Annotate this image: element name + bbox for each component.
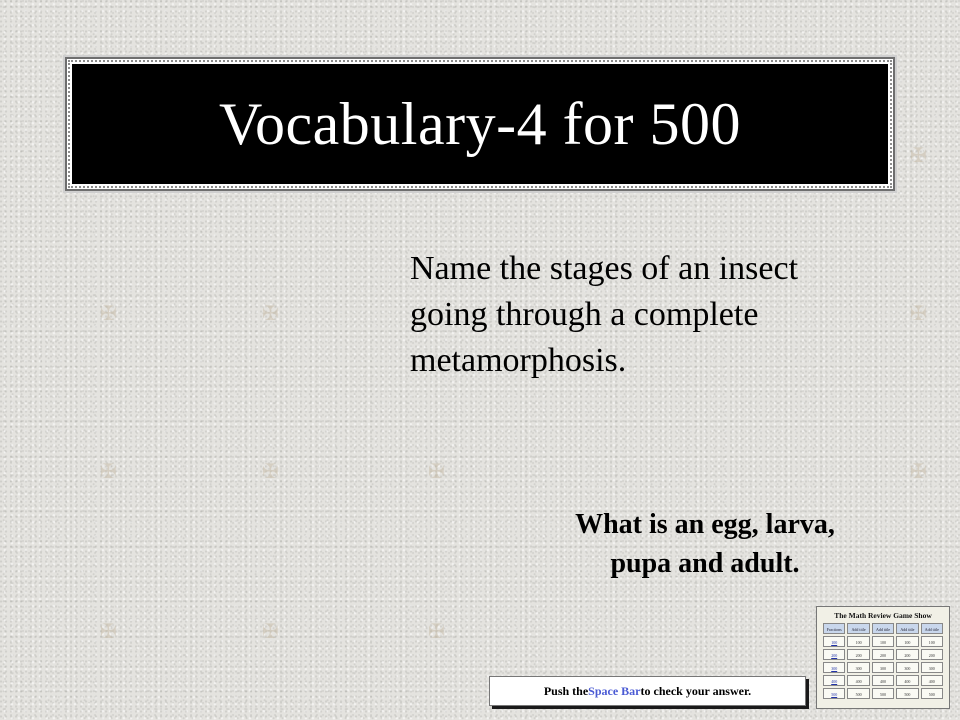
slide-title-banner [67,59,893,189]
game-board-cell: 400 [847,675,869,686]
background-stamp-icon: ✠ [428,621,445,643]
game-board-cell[interactable]: 100 [823,636,845,647]
game-board-cell: 400 [896,675,918,686]
hint-key: Space Bar [588,683,641,698]
game-board-cell: 100 [921,636,943,647]
background-stamp-icon: ✠ [100,303,117,325]
game-board-header: Fractions [823,623,845,634]
background-stamp-icon: ✠ [910,303,927,325]
background-stamp-icon: ✠ [262,621,279,643]
question-text: Name the stages of an insect going through a complete metamorphosis. [410,250,799,379]
background-stamp-icon: ✠ [262,303,279,325]
hint-prefix: Push the [543,683,589,698]
game-board-cell: 500 [872,688,894,699]
game-board-header: Add title [921,623,943,634]
game-board-cell[interactable]: 500 [823,688,845,699]
game-board-cell[interactable]: 400 [823,675,845,686]
game-board-cell: 200 [872,649,894,660]
game-board-cell: 500 [921,688,943,699]
game-board-grid [823,623,943,699]
game-board-link-button[interactable] [816,606,950,709]
game-board-header: Add title [847,623,869,634]
game-board-cell: 300 [872,662,894,673]
background-stamp-icon: ✠ [910,461,927,483]
game-board-cell: 400 [921,675,943,686]
answer-text: What is an egg, larva, pupa and adult. [575,509,835,579]
background-stamp-icon: ✠ [428,461,445,483]
hint-suffix: to check your answer. [640,683,752,698]
game-board-cell: 500 [896,688,918,699]
game-board-cell: 200 [921,649,943,660]
game-board-cell: 500 [847,688,869,699]
game-board-cell[interactable]: 300 [823,662,845,673]
game-board-cell: 300 [847,662,869,673]
game-board-title: The Math Review Game Show [834,611,932,620]
space-bar-hint [489,676,806,706]
game-board-cell[interactable]: 200 [823,649,845,660]
game-board-cell: 100 [872,636,894,647]
game-board-cell: 100 [847,636,869,647]
background-stamp-icon: ✠ [100,461,117,483]
game-board-cell: 300 [896,662,918,673]
game-board-cell: 200 [847,649,869,660]
game-board-cell: 200 [896,649,918,660]
game-board-header: Add title [896,623,918,634]
game-board-cell: 300 [921,662,943,673]
slide-title: Vocabulary-4 for 500 [218,90,742,157]
game-board-header: Add title [872,623,894,634]
game-board-cell: 400 [872,675,894,686]
game-board-cell: 100 [896,636,918,647]
background-stamp-icon: ✠ [262,461,279,483]
background-stamp-icon: ✠ [100,621,117,643]
background-stamp-icon: ✠ [910,145,927,167]
